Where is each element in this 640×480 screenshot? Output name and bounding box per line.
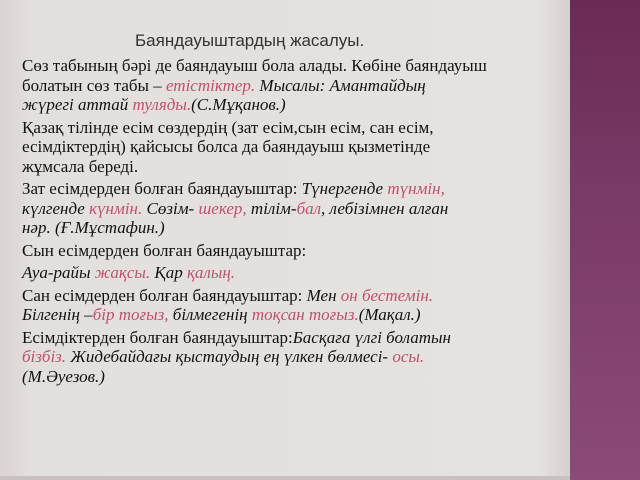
highlight: бізбіз.: [22, 347, 67, 366]
highlight: бір тоғыз,: [92, 305, 169, 324]
text-line: Сын есімдерден болған баяндауыштар:: [22, 240, 307, 260]
highlight: етістіктер.: [165, 75, 256, 95]
slide-body: [22, 56, 612, 389]
text-line: Ауа-райы жақсы. Қар қалың.: [22, 263, 236, 282]
slide-bottom-edge: [0, 476, 570, 480]
text-line: Сан есімдерден болған баяндауыштар: Мен он бестемін.: [22, 285, 434, 305]
text-line: бізбіз. Жидебайдағы қыстаудың ең үлкен бөлмесі- осы.: [22, 347, 425, 366]
paragraph-numeral-predicates: [22, 286, 612, 325]
text-line: Қазақ тілінде есім сөздердің (зат есім,сын есім, сан есім,: [22, 117, 434, 137]
highlight: түнмін,: [387, 179, 445, 198]
paragraph-intro: [22, 56, 612, 115]
text-line: (М.Әуезов.): [22, 366, 105, 386]
text-line: нәр. (Ғ.Мұстафин.): [22, 218, 165, 237]
text-line: жұмсала береді.: [22, 156, 139, 176]
paragraph-adjective-example: [22, 263, 612, 283]
highlight: жақсы.: [94, 263, 151, 282]
text-line: жүрегі аттай туляды.(С.Мұқанов.): [22, 95, 286, 114]
text-line: болатын сөз табы – етістіктер. Мысалы: Амантайдың: [22, 75, 426, 95]
slide-title: Баяндауыштардың жасалуы.: [135, 31, 365, 50]
text-line: Зат есімдерден болған баяндауыштар: Түнергенде түнмін,: [22, 179, 445, 198]
paragraph-noun-predicates: [22, 179, 612, 238]
text-line: Сөз табының бәрі де баяндауыш бола алады. Көбіне баяндауыш: [22, 56, 487, 75]
highlight: туляды.: [132, 95, 192, 114]
paragraph-adjective-heading: [22, 241, 612, 261]
highlight: бал: [296, 198, 322, 218]
highlight: қалың.: [186, 263, 236, 282]
highlight: шекер,: [198, 198, 247, 218]
text-line: Білгенің –бір тоғыз, білмегенің тоқсан тоғыз.(Мақал.): [22, 305, 421, 324]
paragraph-nominal: [22, 118, 612, 177]
highlight: он бестемін.: [340, 285, 434, 305]
text-line: есімдіктердің) қайсысы болса да баяндауыш қызметінде: [22, 137, 431, 156]
highlight: тоқсан тоғыз.: [251, 305, 359, 324]
text-line: күлгенде күнмін. Сөзім- шекер, тілім-бал, лебізімнен алған: [22, 198, 449, 218]
text-line: Есімдіктерден болған баяндауыштар:Басқаға үлгі болатын: [22, 327, 451, 347]
highlight: осы.: [392, 347, 425, 366]
paragraph-pronoun-predicates: [22, 328, 612, 387]
highlight: күнмін.: [89, 198, 143, 218]
